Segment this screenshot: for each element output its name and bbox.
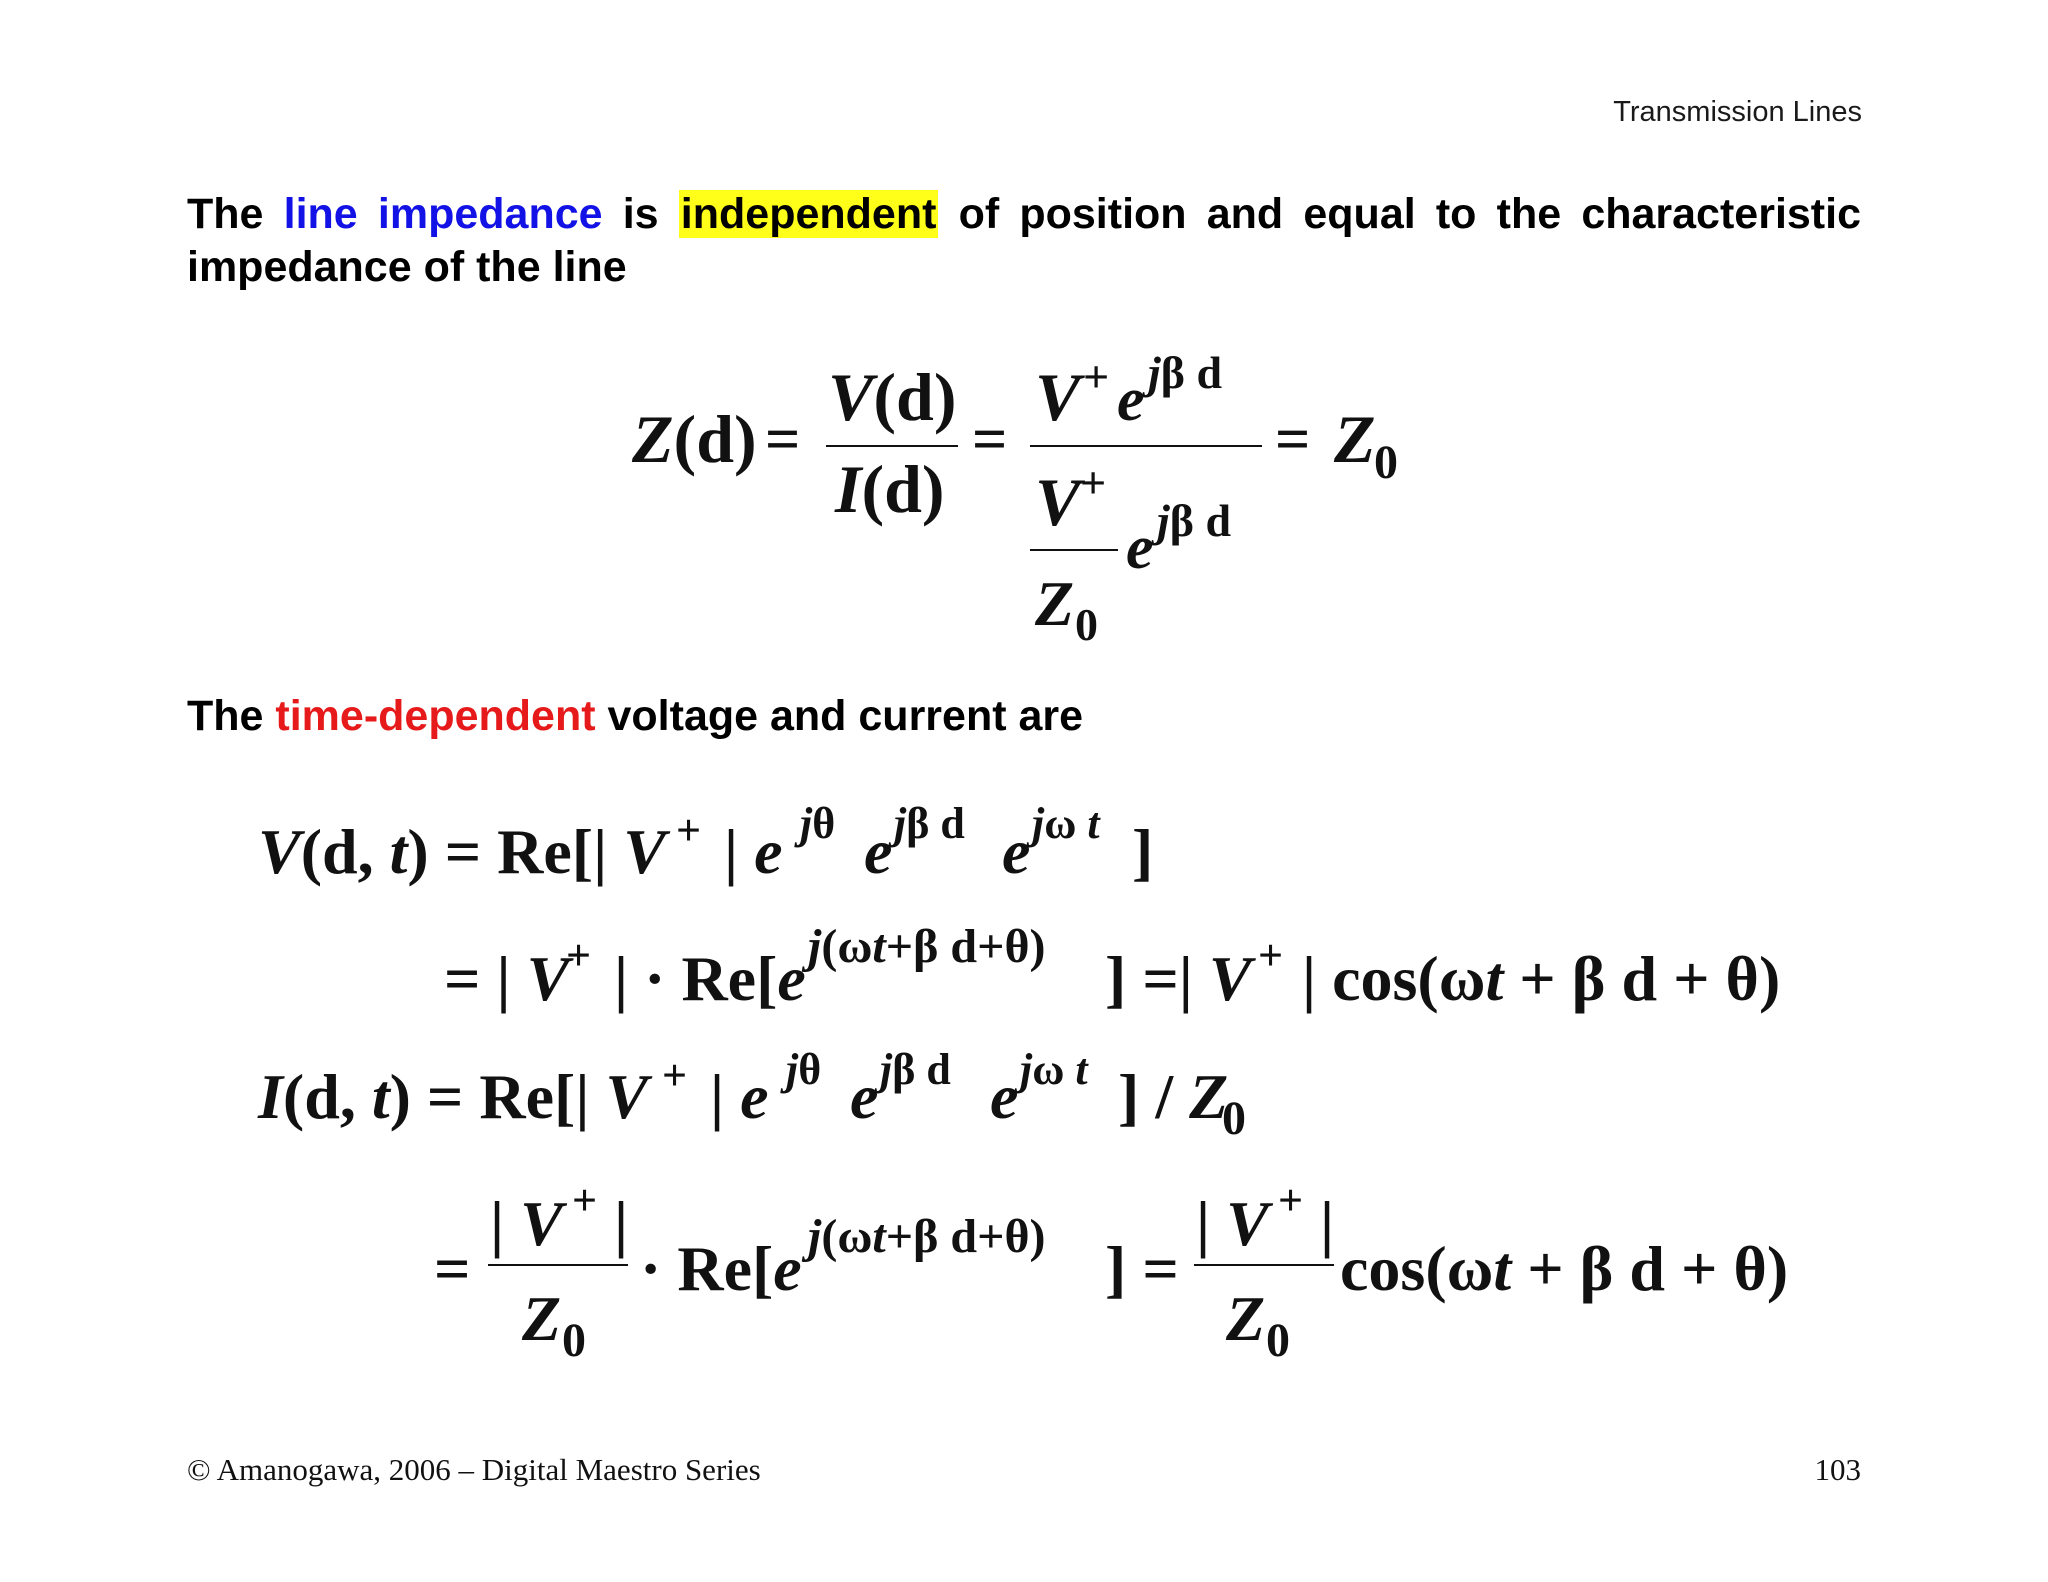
para1-word-the: The — [187, 190, 264, 238]
svg-text:0: 0 — [1266, 1314, 1290, 1367]
svg-text:cos(ωt + β d + θ): cos(ωt + β d + θ) — [1340, 1233, 1789, 1304]
svg-text:· Re[e: · Re[e — [640, 1233, 802, 1304]
svg-text:+: + — [1278, 1176, 1304, 1225]
svg-text:e: e — [990, 1061, 1019, 1132]
line-impedance-term: line impedance — [283, 190, 603, 238]
svg-text:Z: Z — [1334, 401, 1376, 477]
svg-text:Z: Z — [1226, 1283, 1266, 1354]
svg-text:0: 0 — [1075, 599, 1098, 650]
svg-text:+: + — [1080, 457, 1107, 508]
svg-text:e: e — [1002, 816, 1031, 887]
svg-text:+: + — [1258, 931, 1284, 980]
para1-rest: of position and equal to the characteristic impedance of the line — [187, 190, 1861, 291]
svg-text:Z: Z — [522, 1283, 562, 1354]
svg-text:jβ d: jβ d — [880, 1045, 951, 1094]
svg-text:jβ d: jβ d — [894, 799, 965, 848]
svg-text:| cos(ωt + β d + θ): | cos(ωt + β d + θ) — [1302, 943, 1781, 1014]
svg-text:e: e — [1126, 514, 1154, 582]
svg-text:e: e — [850, 1061, 879, 1132]
impedance-equation — [631, 347, 1398, 650]
svg-text:| e: | e — [710, 1061, 769, 1132]
svg-text:0: 0 — [1222, 1092, 1246, 1145]
svg-text:=: = — [765, 406, 801, 474]
svg-text:| V: | V — [490, 1188, 563, 1259]
svg-text:+: + — [662, 1051, 688, 1100]
svg-text:I(d): I(d) — [835, 451, 945, 527]
svg-text:V: V — [1035, 464, 1081, 540]
svg-text:|: | — [1320, 1188, 1335, 1259]
para2-rest: voltage and current are — [607, 692, 1084, 740]
time-dependent-paragraph — [187, 690, 1861, 743]
time-dependent-term: time-dependent — [275, 692, 596, 740]
svg-text:+: + — [572, 1176, 598, 1225]
svg-text:Z(d): Z(d) — [632, 401, 757, 477]
svg-text:] =: ] = — [1105, 1233, 1179, 1304]
svg-text:j(ωt+β d+θ): j(ωt+β d+θ) — [808, 920, 1046, 973]
svg-text:V(d): V(d) — [828, 359, 957, 435]
svg-text:| · Re[e: | · Re[e — [614, 943, 806, 1014]
svg-text:+: + — [1083, 351, 1110, 402]
svg-text:]: ] — [1132, 816, 1154, 887]
svg-text:=: = — [434, 1233, 471, 1304]
svg-text:jω t: jω t — [1020, 1045, 1088, 1094]
svg-text:Z: Z — [1035, 568, 1075, 639]
page-header-title: Transmission Lines — [1613, 96, 1862, 128]
svg-text:|: | — [614, 1188, 629, 1259]
para1-word-is: is — [622, 190, 659, 238]
svg-text:+: + — [676, 806, 702, 855]
svg-text:jβ d: jβ d — [1148, 347, 1223, 398]
svg-text:e: e — [1117, 366, 1145, 434]
copyright-footer: © Amanogawa, 2006 – Digital Maestro Series — [187, 1452, 761, 1487]
svg-text:V(d, t) = Re[| V: V(d, t) = Re[| V — [258, 816, 666, 887]
svg-text:=: = — [1275, 406, 1311, 474]
voltage-equation — [258, 799, 1780, 1014]
svg-text:jθ: jθ — [786, 1045, 822, 1094]
svg-text:e: e — [864, 816, 893, 887]
svg-text:V: V — [1035, 359, 1081, 435]
svg-text:| V: | V — [1196, 1188, 1269, 1259]
svg-text:= | V: = | V — [444, 943, 570, 1014]
page-number: 103 — [1814, 1452, 1861, 1487]
svg-text:I(d, t) = Re[| V: I(d, t) = Re[| V — [258, 1061, 649, 1132]
para2-word-the: The — [187, 692, 264, 740]
svg-text:| e: | e — [724, 816, 783, 887]
svg-text:] / Z: ] / Z — [1118, 1061, 1229, 1132]
current-equation — [257, 1045, 1788, 1367]
svg-text:j(ωt+β d+θ): j(ωt+β d+θ) — [808, 1210, 1046, 1263]
svg-text:+: + — [566, 931, 592, 980]
svg-text:0: 0 — [562, 1314, 586, 1367]
svg-text:jθ: jθ — [800, 799, 836, 848]
svg-text:] =| V: ] =| V — [1105, 943, 1252, 1014]
svg-text:jβ d: jβ d — [1157, 495, 1232, 546]
svg-text:jω t: jω t — [1032, 799, 1100, 848]
svg-text:0: 0 — [1374, 436, 1398, 489]
svg-text:=: = — [972, 406, 1008, 474]
independent-highlight: independent — [680, 190, 937, 238]
